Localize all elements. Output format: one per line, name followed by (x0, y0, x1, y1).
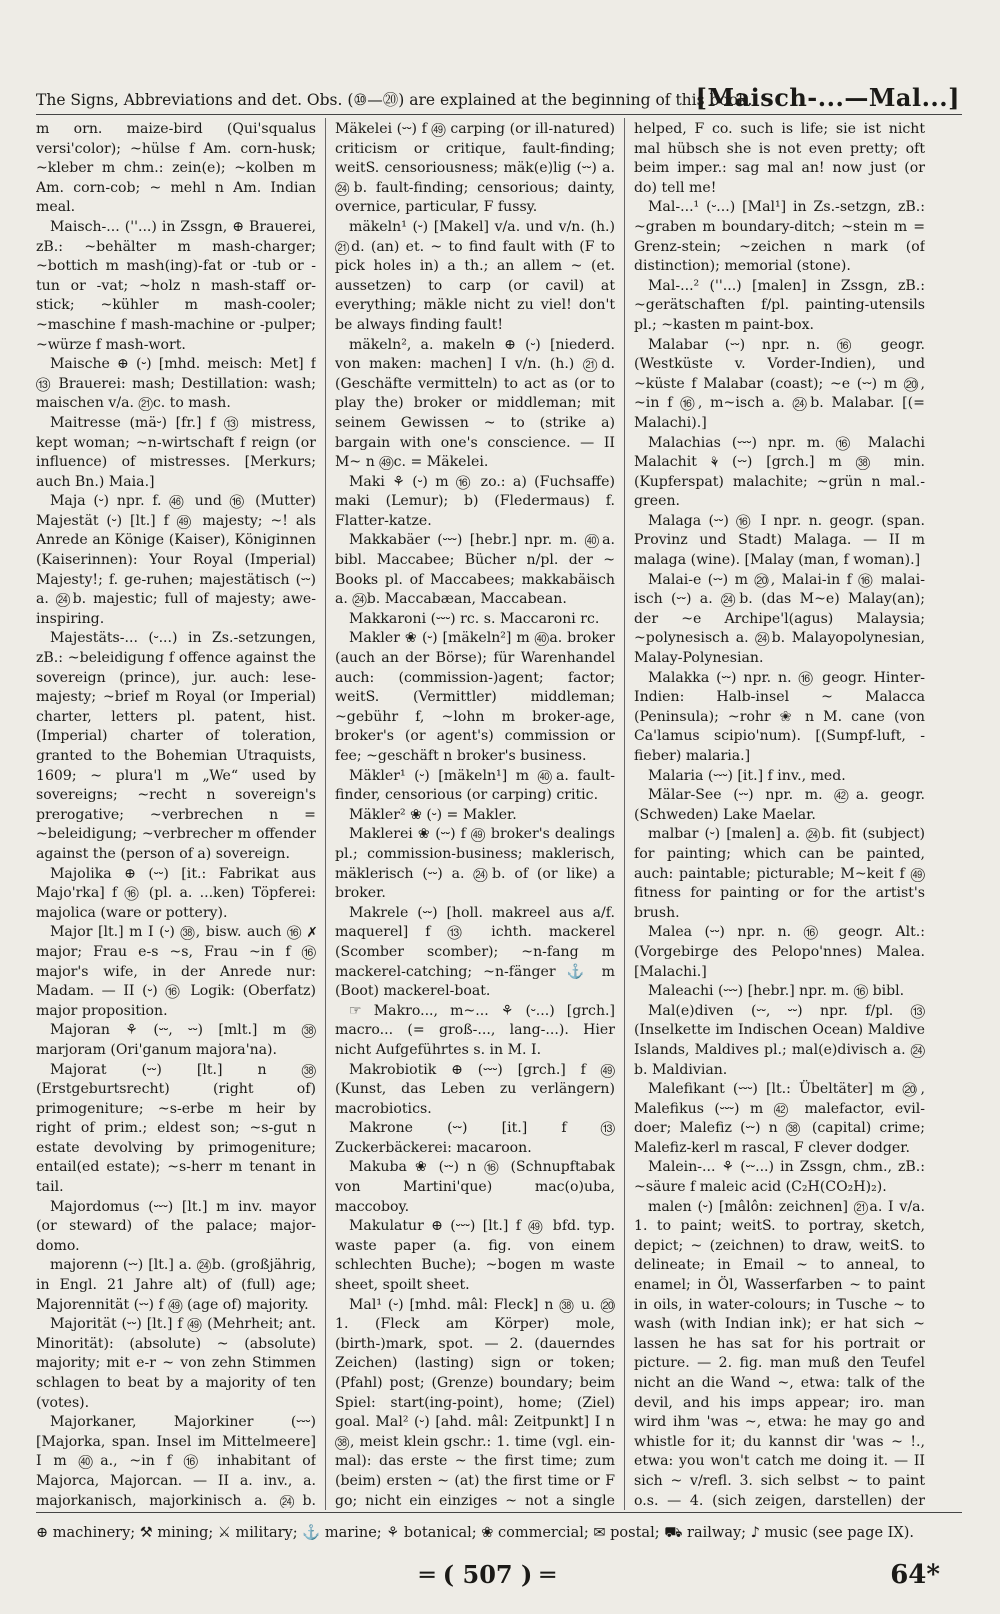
dictionary-entry: Maki ⚘ (⏑) m ⑯ zo.: a) (Fuchsaffe) maki (Lemur); b) (Fledermaus) f. Flatter-katze. (335, 473, 615, 529)
dictionary-entry: malbar (⏑) [malen] a. ㉔b. fit (subject) for painting; which can be painted, auch: paintable; picturable; M~keit f ㊾ fitness for painting or for the artist's brush. (634, 826, 925, 921)
dictionary-entry: Makkabäer (⏑⏑⏑) [hebr.] npr. m. ㊵a. bibl. Maccabee; Bücher n/pl. der ~ Books pl. of Maccabees; makkabäisch a. ㉔b. Maccabæan, Maccabean. (335, 532, 615, 608)
dictionary-entry: Majorkaner, Majorkiner (⏑⏑⏑) [Majorka, span. Insel im Mittelmeere] I m ㊵a., ~in f ⑯ inhabitant of Majorca, Majorcan. — II a. inv., a. majorkanisch, majorkinisch a. ㉔b. (36, 1414, 316, 1508)
dictionary-entry: Makler ❀ (⏑) [mäkeln²] m ㊵a. broker (auch an der Börse); für Warenhandel auch: (commission-)agent; factor; weitS. (Vermittler) middleman; ~gebühr f, ~lohn m broker-age, broker's (or agent's) commission or fee; ~geschäft n broker's business. (335, 630, 615, 764)
column-1 (36, 120, 316, 1508)
running-head: [Maisch-...—Mal...] (695, 83, 960, 112)
dictionary-entry: Malea (⏑⏑) npr. n. ⑯ geogr. Alt.: (Vorgebirge des Pelopo'nnes) Malea. [Malachi.] (634, 924, 925, 980)
page-number: ═ ( 507 ) ═ (420, 1560, 556, 1589)
dictionary-entry: Maleachi (⏑⏑⏑) [hebr.] npr. m. ⑯ bibl. (648, 983, 905, 1000)
signs-note: The Signs, Abbreviations and det. Obs. (⑩—⑳) are explained at the beginning of this book. (36, 91, 753, 109)
dictionary-entry: Majoran ⚘ (⏑⏑, ⏑⏑) [mlt.] m ㊳ marjoram (Ori'ganum majora'na). (36, 1022, 316, 1058)
dictionary-entry: Mal¹ (⏑) [mhd. mâl: Fleck] n ㊳ u. ⑳ 1. (Fleck am Körper) mole, (birth-)mark, spot. — 2. (dauerndes Zeichen) (lasting) sign or token; (Pfahl) post; (Grenze) boundary; beim Spiel: start(ing-point), home; (Ziel) goal. Mal² (⏑) [ahd. mâl: Zeitpunkt] I n ㊳, meist klein gschr.: 1. time (vgl. ein-mal): das erste ~ the first time; zum (beim) ersten ~ (at) the first time or F go; nicht ein einziges ~ not a single (335, 1296, 615, 1508)
dictionary-entry: Malai-e (⏑⏑) m ⑳, Malai-in f ⑯ malai-isch (⏑⏑) a. ㉔b. (das M~e) Malay(an); der ~e Archipe'l(agus) Malaysia; ~polynesisch a. ㉔b. Malayopolynesian, Malay-Polynesian. (634, 571, 925, 667)
signature-mark: 64* (890, 1560, 940, 1590)
dictionary-entry: Makrele (⏑⏑) [holl. makreel aus a/f. maquerel] f ⑬ ichth. mackerel (Scomber scomber); ~n-fang m mackerel-catching; ~n-fänger ⚓ m (Boot) mackerel-boat. (335, 904, 615, 1000)
header-rule (36, 114, 962, 115)
column-divider (325, 118, 326, 1510)
dictionary-entry: Maja (⏑) npr. f. ㊻ und ⑯ (Mutter) Majestät (⏑) [lt.] f ㊾ majesty; ~! als Anrede an Könige (Kaiser), Königinnen (Kaiserinnen): Your Royal (Imperial) Majesty!; f. ge-ruhen; majestätisch (⏑⏑) a. ㉔b. majestic; full of majesty; awe-inspiring. (36, 493, 316, 627)
dictionary-entry: majorenn (⏑⏑) [lt.] a. ㉔b. (großjährig, in Engl. 21 Jahre alt) of (full) age; Majorennität (⏑⏑) f ㊾ (age of) majority. (36, 1257, 316, 1313)
symbol-legend: ⊕ machinery; ⚒ mining; ⚔ military; ⚓ marine; ⚘ botanical; ❀ commercial; ✉ postal; ⛟ railway; ♪ music (see page IX). (36, 1525, 914, 1541)
dictionary-entry: Malaga (⏑⏑) ⑯ I npr. n. geogr. (span. Provinz und Stadt) Malaga. — II m malaga (wine). [Malay (man, f woman).] (634, 512, 925, 569)
dictionary-entry: m orn. maize-bird (Qui'squalus versi'color); ~hülse f Am. corn-husk; ~kleber m chm.: zein(e); ~kolben m Am. corn-cob; ~ mehl n Am. Indian meal. (36, 121, 316, 216)
dictionary-entry: Majorität (⏑⏑) [lt.] f ㊾ (Mehrheit; ant. Minorität): (absolute) ~ (absolute) majority; mit e-r ~ von zehn Stimmen schlagen to beat by a majority of ten (votes). (36, 1316, 316, 1411)
dictionary-entry: Major [lt.] m I (⏑) ㊳, bisw. auch ⑯ ✗ major; Frau e-s ~s, Frau ~in f ⑯ major's wife, in der Anrede nur: Madam. — II (⏑) ⑯ Logik: (Oberfatz) major proposition. (36, 924, 316, 1019)
dictionary-entry: Maische ⊕ (⏑) [mhd. meisch: Met] f ⑬ Brauerei: mash; Destillation: wash; maischen v/a. ㉑c. to mash. (36, 356, 316, 412)
dictionary-entry: Mal-...² (''...) [malen] in Zssgn, zB.: ~gerätschaften f/pl. painting-utensils pl.; ~kasten m paint-box. (634, 277, 925, 333)
dictionary-entry: malen (⏑) [mâlôn: zeichnen] ㉑a. I v/a. 1. to paint; weitS. to portray, sketch, depict; ~ (zeichnen) to draw, weitS. to delineate; in Email ~ to anneal, to enamel; in Öl, Wasserfarben ~ to paint in oils, in water-colours; in Tusche ~ to wash (with Indian ink); er hat sich ~ lassen he has sat for his portrait or picture. — 2. fig. man muß den Teufel nicht an die Wand ~, etwa: talk of the devil, and his imps appear; iro. man wird ihm 'was ~, etwa: he may go and whistle for it; du kannst dir 'was ~ !., etwa: you won't catch me doing it. — II sich ~ v/refl. 3. sich selbst ~ to paint o.s. — 4. (sich zeigen, darstellen) der (634, 1198, 925, 1508)
column-3 (634, 120, 925, 1508)
dictionary-entry: Makrone (⏑⏑) [it.] f ⑬ Zuckerbäckerei: macaroon. (335, 1120, 615, 1156)
dictionary-entry: Mal-...¹ (⏑...) [Mal¹] in Zs.-setzgn, zB.: ~graben m boundary-ditch; ~stein m = Grenz-stein; ~zeichen n mark (of distinction); memorial (stone). (634, 199, 925, 275)
dictionary-entry: Makrobiotik ⊕ (⏑⏑⏑) [grch.] f ㊾ (Kunst, das Leben zu verlängern) macrobiotics. (335, 1061, 615, 1117)
dictionary-entry: Makkaroni (⏑⏑⏑) rc. s. Maccaroni rc. (349, 610, 600, 627)
dictionary-entry: Mäkler² ❀ (⏑) = Makler. (349, 806, 517, 823)
dictionary-entry: Malachias (⏑⏑⏑) npr. m. ⑯ Malachi Malachit ⚘ (⏑⏑) [grch.] m ㊳ min. (Kupferspat) malachite; ~grün n mal.-green. (634, 434, 925, 510)
dictionary-entry: Maisch-... (''...) in Zssgn, ⊕ Brauerei, zB.: ~behälter m mash-charger; ~bottich m mash(ing)-fat or -tub or -tun or -vat; ~holz n mash-staff or-stick; ~kühler m mash-cooler; ~maschine f mash-machine or -pulper; ~würze f mash-wort. (36, 218, 316, 353)
dictionary-entry: Malabar (⏑⏑) npr. n. ⑯ geogr. (Westküste v. Vorder-Indien), und ~küste f Malabar (coast); ~e (⏑⏑) m ⑳, ~in f ⑯, m~isch a. ㉔b. Malabar. [(= Malachi).] (634, 336, 925, 431)
dictionary-entry: Malakka (⏑⏑) npr. n. ⑯ geogr. Hinter-Indien: Halb-insel ~ Malacca (Peninsula); ~rohr ❀ n M. cane (von Ca'lamus scipio'num). [(Sumpf-luft, -fieber) malaria.] (634, 669, 925, 764)
dictionary-entry: mäkeln¹ (⏑) [Makel] v/a. und v/n. (h.) ㉑d. (an) et. ~ to find fault with (F to pick holes in) a th.; an allem ~ (et. aussetzen) to carp (or cavil) at everything; mäkle nicht zu viel! don't be always finding fault! (335, 218, 615, 333)
dictionary-entry: mäkeln², a. makeln ⊕ (⏑) [niederd. von maken: machen] I v/n. (h.) ㉑d. (Geschäfte vermitteln) to act as (or to play the) broker or middleman; mit seinem Gewissen ~ to (strike a) bargain with one's conscience. — II M~ n ㊾c. = Mäkelei. (335, 336, 615, 471)
dictionary-entry: Mäkelei (⏑⏑) f ㊾ carping (or ill-natured) criticism or critique, fault-finding; weitS. censoriousness; mäk(e)lig (⏑⏑) a. ㉔b. fault-finding; censorious; dainty, overnice, particular, F fussy. (335, 121, 615, 216)
dictionary-entry: Mäkler¹ (⏑) [mäkeln¹] m ㊵a. fault-finder, censorious (or carping) critic. (335, 767, 615, 804)
dictionary-entry: Mälar-See (⏑⏑) npr. m. ㊷a. geogr. (Schweden) Lake Maelar. (634, 787, 925, 823)
page-header (36, 82, 960, 112)
dictionary-entry: Majorat (⏑⏑) [lt.] n ㊳ (Erstgeburtsrecht) (right of) primogeniture; ~s-erbe m heir by right of prim.; eldest son; ~s-gut n estate devolving by primogeniture; entail(ed estate); ~s-herr m tenant in tail. (36, 1061, 316, 1196)
dictionary-entry: Makulatur ⊕ (⏑⏑⏑) [lt.] f ㊾ bfd. typ. waste paper (a. fig. von einem schlechten Buche); ~bogen m waste sheet, spoilt sheet. (335, 1218, 615, 1294)
dictionary-entry: Mal(e)diven (⏑⏑, ⏑⏑) npr. f/pl. ⑬ (Inselkette im Indischen Ocean) Maldive Islands, Maldives pl.; mal(e)divisch a. ㉔b. Maldivian. (634, 1002, 925, 1078)
dictionary-entry: Makuba ❀ (⏑⏑) n ⑯ (Schnupftabak von Martini'que) mac(o)uba, maccoboy. (335, 1159, 615, 1215)
column-2 (335, 120, 615, 1508)
dictionary-entry: Malaria (⏑⏑⏑) [it.] f inv., med. (648, 767, 846, 784)
dictionary-entry: Malefikant (⏑⏑⏑) [lt.: Übeltäter] m ⑳, Malefikus (⏑⏑⏑) m ㊷ malefactor, evil-doer; Malefiz (⏑⏑) n ㊳ (capital) crime; Malefiz-kerl m rascal, F clever dodger. (634, 1081, 925, 1156)
dictionary-entry: ☞ Makro..., m~... ⚘ (⏑...) [grch.] macro... (= groß-..., lang-...). Hier nicht Aufgeführtes s. in M. I. (335, 1002, 615, 1058)
dictionary-entry: Malein-... ⚘ (⏑⏑...) in Zssgn, chm., zB.: ~säure f maleic acid (C₂H(CO₂H)₂). (634, 1159, 925, 1196)
dictionary-entry: helped, F co. such is life; sie ist nicht mal hübsch she is not even pretty; oft beim imper.: sag mal an! now just (or do) tell me! (634, 121, 925, 196)
footer-rule (36, 1512, 962, 1513)
dictionary-entry: Maklerei ❀ (⏑⏑) f ㊾ broker's dealings pl.; commission-business; maklerisch, mäklerisch (⏑⏑) a. ㉔b. of (or like) a broker. (335, 826, 615, 902)
column-divider (624, 118, 625, 1510)
dictionary-entry: Majestäts-... (⏑...) in Zs.-setzungen, zB.: ~beleidigung f offence against the sovereign (prince), jur. auch: lese-majesty; ~brief m Royal (or Imperial) charter, letters pl. patent, hist. (Imperial) charter of toleration, granted to the Bohemian Utraquists, 1609; ~ plura'l m „We“ used by sovereigns; ~recht n sovereign's prerogative; ~verbrechen n = ~beleidigung; ~verbrecher m offender against the (person of a) sovereign. (36, 630, 316, 862)
page-footer (0, 1556, 1000, 1596)
dictionary-entry: Majordomus (⏑⏑⏑) [lt.] m inv. mayor (or steward) of the palace; major-domo. (36, 1198, 316, 1254)
dictionary-entry: Majolika ⊕ (⏑⏑) [it.: Fabrikat aus Majo'rka] f ⑯ (pl. a. ...ken) Töpferei: majolica (ware or pottery). (36, 865, 316, 921)
dictionary-entry: Maitresse (mä⏑) [fr.] f ⑬ mistress, kept woman; ~n-wirtschaft f reign (or influence) of mistresses. [Merkurs; auch Bn.) Maia.] (36, 414, 316, 490)
